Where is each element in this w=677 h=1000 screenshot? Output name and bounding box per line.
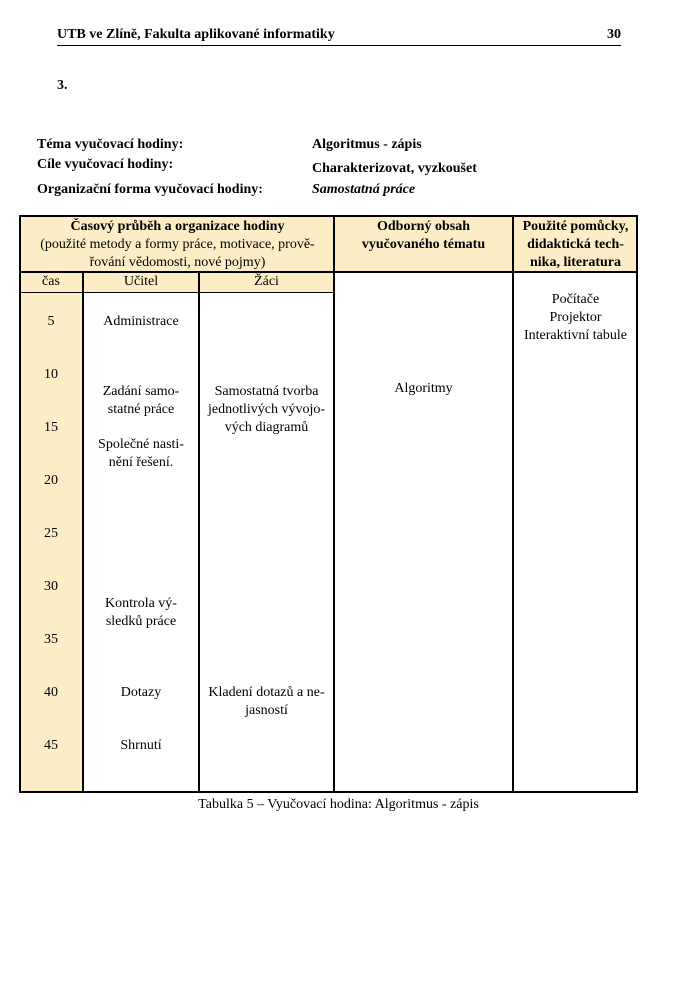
obsah-algoritmy: Algoritmy [394, 381, 453, 396]
section-number: 3. [57, 78, 68, 93]
zaci-kladeni-line2: jasností [245, 703, 288, 718]
rule-col2-left [333, 215, 335, 793]
rule-top [19, 215, 638, 217]
meta-label-cile: Cíle vyučovací hodiny: [37, 157, 174, 172]
ucitel-zadani [83, 383, 199, 419]
col3-header-line2: didaktická tech- [527, 237, 624, 252]
subheader-cas: čas [42, 274, 60, 289]
pomucky-list [513, 291, 638, 345]
header-title: UTB ve Zlíně, Fakulta aplikované informatiky [57, 27, 335, 42]
zaci-kladeni-line1: Kladení dotazů a ne- [208, 685, 325, 700]
time-40: 40 [44, 685, 58, 700]
subheader-ucitel: Učitel [123, 274, 159, 289]
meta-value-cile: Charakterizovat, vyzkoušet [312, 161, 477, 176]
time-45: 45 [44, 738, 58, 753]
time-10: 10 [44, 367, 58, 382]
ucitel-zadani-line1: Zadání samo- [102, 384, 180, 399]
pomucky-item-pocitace: Počítače [551, 292, 600, 307]
rule-ucitel-right [198, 272, 200, 793]
ucitel-kontrola [83, 595, 199, 631]
ucitel-kontrola-line1: Kontrola vý- [105, 596, 177, 611]
rule-left [19, 215, 21, 793]
col1-header-line1: Časový průběh a organizace hodiny [70, 219, 285, 234]
ucitel-kontrola-line2: sledků práce [105, 614, 177, 629]
ucitel-administrace: Administrace [103, 314, 179, 329]
col2-header [334, 218, 513, 254]
time-15: 15 [44, 420, 58, 435]
meta-label-tema: Téma vyučovací hodiny: [37, 137, 184, 152]
rule-cas-right [82, 272, 84, 793]
col3-header-line1: Použité pomůcky, [522, 219, 629, 234]
zaci-tvorba-line3: vých diagramů [224, 420, 309, 435]
zaci-tvorba [199, 383, 334, 437]
time-20: 20 [44, 473, 58, 488]
ucitel-spolecne-line2: nění řešení. [108, 455, 174, 470]
ucitel-spolecne [83, 436, 199, 472]
table-caption: Tabulka 5 – Vyučovací hodina: Algoritmus - zápis [198, 797, 479, 812]
meta-value-forma: Samostatná práce [312, 182, 416, 197]
time-30: 30 [44, 579, 58, 594]
ucitel-dotazy: Dotazy [120, 685, 162, 700]
subheader-zaci: Žáci [254, 274, 279, 289]
col1-header [21, 218, 334, 272]
pomucky-item-tabule: Interaktivní tabule [523, 328, 628, 343]
meta-label-forma: Organizační forma vyučovací hodiny: [37, 182, 263, 197]
running-header [57, 27, 621, 43]
rule-right [636, 215, 638, 793]
time-5: 5 [47, 314, 55, 329]
zaci-tvorba-line1: Samostatná tvorba [214, 384, 319, 399]
col3-header-line3: nika, literatura [530, 255, 621, 270]
ucitel-spolecne-line1: Společné nasti- [98, 437, 184, 452]
meta-value-tema: Algoritmus - zápis [312, 137, 422, 152]
ucitel-shrnuti: Shrnutí [120, 738, 162, 753]
time-35: 35 [44, 632, 58, 647]
rule-col3-left [512, 215, 514, 793]
lesson-table [19, 215, 638, 793]
time-25: 25 [44, 526, 58, 541]
zaci-tvorba-line2: jednotlivých vývojo- [207, 402, 326, 417]
ucitel-zadani-line2: statné práce [107, 402, 175, 417]
col2-header-line1: Odborný obsah [377, 219, 470, 234]
col1-header-line3: řování vědomosti, nové pojmy) [89, 255, 266, 270]
rule-bottom [19, 791, 638, 793]
col1-header-line2: (použité metody a formy práce, motivace, prově- [40, 237, 315, 252]
pomucky-item-projektor: Projektor [549, 310, 602, 325]
zaci-kladeni [199, 684, 334, 720]
page-number: 30 [607, 27, 621, 42]
header-rule [57, 45, 621, 46]
rule-subheader-bottom [19, 292, 334, 293]
col3-header [513, 218, 638, 272]
col2-header-line2: vyučovaného tématu [361, 237, 486, 252]
rule-header-bottom [19, 271, 638, 273]
